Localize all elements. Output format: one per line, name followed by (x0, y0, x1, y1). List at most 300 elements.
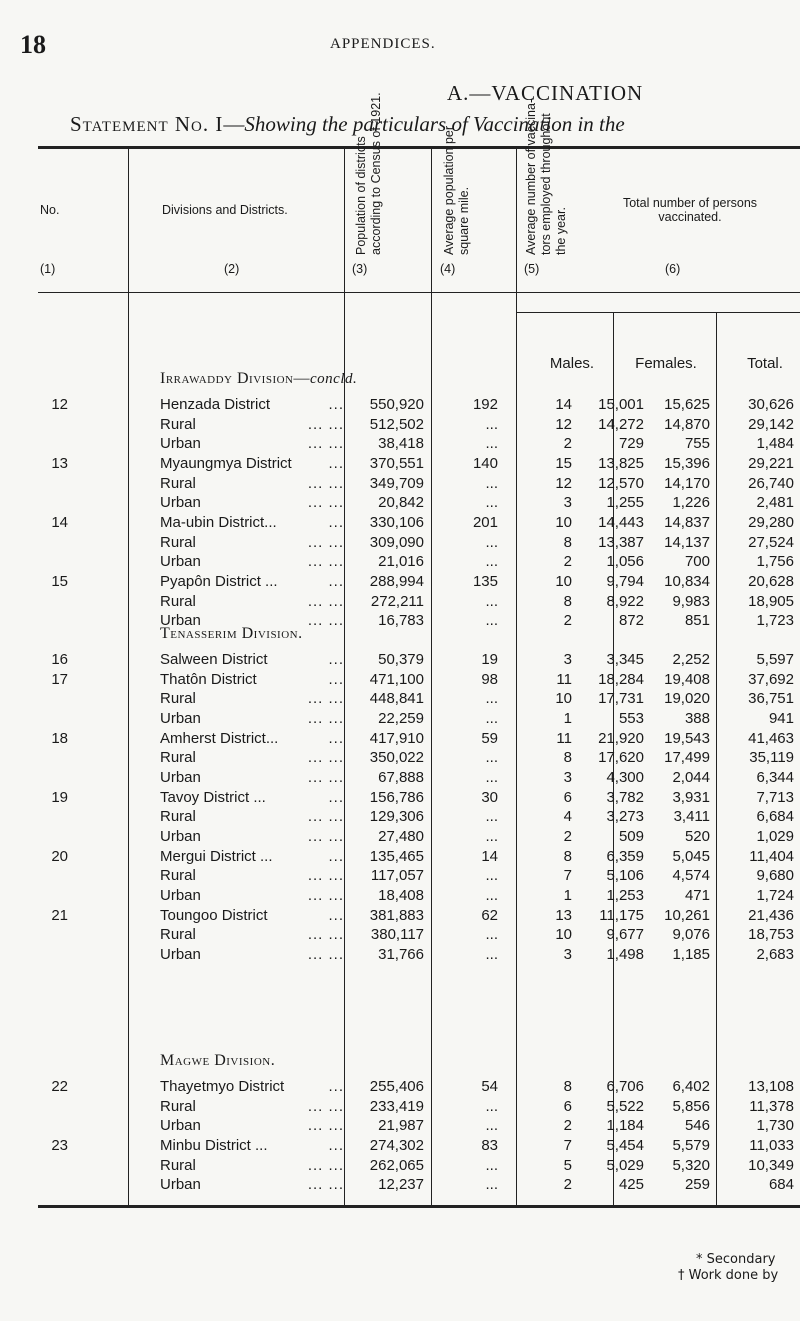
total-value: 7,713 (756, 788, 794, 806)
females-value: 4,574 (672, 867, 710, 885)
leader-dots: ... ... (307, 768, 344, 786)
leader-dots: ... ... (307, 592, 344, 610)
vaccinators-value: 11 (556, 670, 572, 688)
females-value: 388 (684, 710, 710, 727)
population-value: 67,888 (378, 768, 424, 786)
district-name: Rural (160, 926, 196, 944)
females-value: 2,044 (672, 768, 710, 786)
vaccinators-value: 3 (563, 651, 572, 668)
vaccinators-value: 7 (563, 867, 572, 885)
density-value: ... (485, 886, 498, 904)
vaccinators-value: 13 (555, 906, 572, 924)
vaccinators-value: 2 (563, 435, 572, 453)
district-name: Thayetmyo District (160, 1078, 285, 1095)
males-value: 6,359 (606, 847, 644, 865)
density-value: ... (485, 710, 498, 727)
total-value: 20,628 (748, 572, 794, 590)
females-value: 755 (684, 435, 710, 453)
males-value: 729 (618, 435, 644, 453)
males-value: 425 (618, 1176, 644, 1194)
leader-dots: ... (328, 513, 344, 531)
vaccinators-value: 11 (556, 729, 572, 747)
population-value: 550,920 (369, 396, 424, 413)
row-number: 14 (51, 513, 68, 531)
density-value: ... (485, 612, 498, 630)
density-value: ... (485, 690, 498, 708)
density-value: 14 (481, 847, 498, 865)
males-value: 11,175 (599, 906, 644, 924)
population-value: 349,709 (369, 474, 424, 492)
density-value: 59 (481, 729, 498, 747)
population-value: 370,551 (369, 454, 424, 472)
density-value: ... (485, 945, 498, 963)
district-name: Minbu District ... (160, 1137, 268, 1154)
population-value: 350,022 (369, 749, 424, 767)
vaccinators-value: 5 (563, 1156, 572, 1174)
males-value: 12,570 (598, 474, 644, 492)
row-number: 17 (51, 670, 68, 688)
females-value: 14,870 (664, 415, 710, 433)
males-value: 3,782 (606, 788, 644, 806)
table-bottom-rule (38, 1205, 800, 1208)
population-value: 20,842 (378, 494, 424, 512)
population-value: 27,480 (378, 827, 424, 845)
density-value: 54 (481, 1078, 498, 1095)
header-females: Females. (635, 355, 697, 372)
population-value: 471,100 (369, 670, 424, 688)
district-name: Rural (160, 1156, 196, 1174)
females-value: 15,396 (664, 454, 710, 472)
density-value: ... (485, 553, 498, 571)
vaccinators-value: 8 (563, 749, 572, 767)
females-value: 14,137 (664, 533, 710, 551)
leader-dots: ... ... (307, 1117, 344, 1135)
total-value: 29,280 (748, 513, 794, 531)
header-division-number: (2) (224, 262, 240, 276)
population-value: 129,306 (369, 808, 424, 826)
population-value: 274,302 (369, 1137, 424, 1154)
males-value: 17,620 (598, 749, 644, 767)
males-value: 18,284 (598, 670, 644, 688)
density-value: ... (485, 494, 498, 512)
column-divider-4 (516, 148, 517, 1206)
column-divider-1 (128, 148, 129, 1206)
females-value: 9,983 (672, 592, 710, 610)
column-divider-3 (431, 148, 432, 1206)
total-value: 30,626 (748, 396, 794, 413)
density-value: ... (485, 1176, 498, 1194)
population-value: 18,408 (378, 886, 424, 904)
density-value: 19 (481, 651, 498, 668)
district-name: Urban (160, 612, 201, 630)
total-value: 41,463 (748, 729, 794, 747)
district-name: Rural (160, 415, 196, 433)
district-name: Ma-ubin District... (160, 513, 277, 531)
vaccinators-value: 6 (563, 788, 572, 806)
leader-dots: ... (328, 1137, 344, 1154)
males-value: 5,029 (606, 1156, 644, 1174)
leader-dots: ... ... (307, 886, 344, 904)
males-value: 15,001 (598, 396, 644, 413)
vaccinators-value: 2 (563, 612, 572, 630)
males-value: 17,731 (598, 690, 644, 708)
total-value: 5,597 (756, 651, 794, 668)
population-value: 255,406 (369, 1078, 424, 1095)
density-value: ... (485, 827, 498, 845)
females-value: 3,411 (673, 808, 710, 826)
leader-dots: ... (328, 729, 344, 747)
males-value: 13,825 (598, 454, 644, 472)
district-name: Urban (160, 1117, 201, 1135)
density-value: ... (485, 533, 498, 551)
density-value: 83 (481, 1137, 498, 1154)
population-value: 288,994 (369, 572, 424, 590)
females-value: 17,499 (664, 749, 710, 767)
header-total-sub: Total. (747, 355, 783, 372)
table-top-rule (38, 146, 800, 149)
vaccinators-value: 6 (563, 1097, 572, 1115)
males-value: 9,677 (606, 926, 644, 944)
population-value: 12,237 (378, 1176, 424, 1194)
vaccinators-value: 14 (555, 396, 572, 413)
header-population: Population of districts according to Census of 1921. (354, 92, 383, 255)
row-number: 16 (51, 651, 68, 668)
population-value: 330,106 (369, 513, 424, 531)
leader-dots: ... (328, 572, 344, 590)
leader-dots: ... ... (307, 553, 344, 571)
population-value: 417,910 (369, 729, 424, 747)
population-value: 31,766 (378, 945, 424, 963)
total-value: 2,683 (756, 945, 794, 963)
column-divider-2 (344, 148, 345, 1206)
population-value: 21,016 (378, 553, 424, 571)
females-value: 10,834 (664, 572, 710, 590)
total-value: 9,680 (756, 867, 794, 885)
density-value: 62 (481, 906, 498, 924)
females-value: 259 (684, 1176, 710, 1194)
population-value: 381,883 (369, 906, 424, 924)
leader-dots: ... ... (307, 827, 344, 845)
leader-dots: ... ... (307, 1176, 344, 1194)
total-value: 29,142 (748, 415, 794, 433)
females-value: 19,543 (664, 729, 710, 747)
district-name: Rural (160, 690, 196, 708)
district-name: Myaungmya District (160, 454, 292, 472)
total-value: 1,029 (756, 827, 794, 845)
row-number: 18 (51, 729, 68, 747)
vaccinators-value: 3 (563, 494, 572, 512)
total-value: 35,119 (749, 749, 794, 767)
leader-dots: ... ... (307, 808, 344, 826)
males-value: 1,056 (606, 553, 644, 571)
population-value: 117,057 (370, 867, 424, 885)
females-value: 19,020 (664, 690, 710, 708)
density-value: ... (485, 1156, 498, 1174)
vaccinators-value: 2 (563, 1176, 572, 1194)
total-value: 11,378 (749, 1097, 794, 1115)
row-number: 23 (51, 1137, 68, 1154)
males-value: 21,920 (598, 729, 644, 747)
total-value: 1,484 (756, 435, 794, 453)
division-heading-text: Irrawaddy Division— (160, 370, 310, 387)
vaccinators-value: 12 (555, 415, 572, 433)
leader-dots: ... (328, 1078, 344, 1095)
density-value: ... (485, 926, 498, 944)
density-value: ... (485, 768, 498, 786)
district-name: Urban (160, 827, 201, 845)
section-title: A.—VACCINATION (447, 81, 644, 105)
males-value: 5,454 (606, 1137, 644, 1154)
density-value: ... (485, 808, 498, 826)
leader-dots: ... (328, 396, 344, 413)
population-value: 272,211 (370, 592, 424, 610)
females-value: 15,625 (664, 396, 710, 413)
population-value: 156,786 (369, 788, 424, 806)
leader-dots: ... (328, 651, 344, 668)
population-value: 233,419 (369, 1097, 424, 1115)
total-value: 27,524 (748, 533, 794, 551)
density-value: ... (485, 867, 498, 885)
district-name: Rural (160, 592, 196, 610)
males-value: 4,300 (606, 768, 644, 786)
females-value: 851 (684, 612, 710, 630)
vaccinators-value: 2 (563, 1117, 572, 1135)
total-value: 18,753 (748, 926, 794, 944)
district-name: Rural (160, 533, 196, 551)
population-value: 448,841 (369, 690, 424, 708)
density-value: 140 (472, 454, 498, 472)
females-value: 5,579 (672, 1137, 710, 1154)
header-total-number: (6) (665, 262, 681, 276)
males-value: 5,522 (606, 1097, 644, 1115)
females-value: 14,170 (664, 474, 710, 492)
district-name: Amherst District... (160, 729, 279, 747)
header-density: Average population per square mile. (442, 125, 471, 255)
density-value: ... (485, 435, 498, 453)
total-value: 2,481 (756, 494, 794, 512)
leader-dots: ... (328, 788, 344, 806)
density-value: ... (485, 474, 498, 492)
females-value: 1,226 (672, 494, 710, 512)
row-number: 20 (51, 847, 68, 865)
males-value: 1,184 (606, 1117, 644, 1135)
running-head: APPENDICES. (330, 36, 436, 52)
total-value: 26,740 (748, 474, 794, 492)
district-name: Rural (160, 1097, 196, 1115)
population-value: 309,090 (369, 533, 424, 551)
vaccinators-value: 1 (563, 886, 572, 904)
density-value: 135 (472, 572, 498, 590)
total-value: 21,436 (748, 906, 794, 924)
population-value: 262,065 (369, 1156, 424, 1174)
vaccinators-value: 15 (555, 454, 572, 472)
vaccinators-value: 8 (563, 592, 572, 610)
district-name: Rural (160, 808, 196, 826)
leader-dots: ... ... (307, 867, 344, 885)
males-value: 6,706 (606, 1078, 644, 1095)
total-value: 11,404 (749, 847, 794, 865)
leader-dots: ... (328, 670, 344, 688)
district-name: Rural (160, 474, 196, 492)
division-heading-suffix: concld. (310, 371, 358, 387)
row-number: 21 (51, 906, 68, 924)
females-value: 5,320 (672, 1156, 710, 1174)
vaccinators-value: 1 (563, 710, 572, 727)
district-name: Rural (160, 749, 196, 767)
males-value: 5,106 (606, 867, 644, 885)
population-value: 16,783 (378, 612, 424, 630)
males-value: 3,273 (606, 808, 644, 826)
leader-dots: ... ... (307, 435, 344, 453)
females-value: 1,185 (672, 945, 710, 963)
population-value: 50,379 (378, 651, 424, 668)
density-value: ... (485, 592, 498, 610)
row-number: 22 (51, 1078, 68, 1095)
row-number: 13 (51, 454, 68, 472)
district-name: Salween District (160, 651, 268, 668)
leader-dots: ... ... (307, 474, 344, 492)
females-value: 10,261 (664, 906, 710, 924)
males-value: 14,272 (598, 415, 644, 433)
leader-dots: ... (328, 906, 344, 924)
total-value: 1,724 (756, 886, 794, 904)
males-value: 1,255 (606, 494, 644, 512)
district-name: Urban (160, 1176, 201, 1194)
division-heading (160, 625, 303, 643)
header-density-number: (4) (440, 262, 456, 276)
females-value: 5,856 (672, 1097, 710, 1115)
header-total: Total number of persons vaccinated. (622, 196, 758, 224)
males-value: 13,387 (598, 533, 644, 551)
district-name: Urban (160, 945, 201, 963)
males-value: 1,253 (606, 886, 644, 904)
district-name: Toungoo District (160, 906, 268, 924)
population-value: 512,502 (369, 415, 424, 433)
total-value: 29,221 (748, 454, 794, 472)
males-value: 872 (618, 612, 644, 630)
statement-dash: — (223, 112, 245, 136)
division-heading-text: Magwe Division. (160, 1052, 276, 1069)
vaccinators-value: 3 (563, 945, 572, 963)
statement-label: Statement No. I (70, 112, 224, 136)
total-value: 1,756 (756, 553, 794, 571)
leader-dots: ... ... (307, 690, 344, 708)
district-name: Thatôn District (160, 670, 257, 688)
vaccinators-value: 10 (555, 690, 572, 708)
total-value: 13,108 (748, 1078, 794, 1095)
vaccinators-value: 10 (555, 513, 572, 531)
density-value: 98 (481, 670, 498, 688)
total-value: 684 (768, 1176, 794, 1194)
females-value: 6,402 (672, 1078, 710, 1095)
district-name: Pyapôn District ... (160, 572, 278, 590)
leader-dots: ... ... (307, 494, 344, 512)
leader-dots: ... ... (307, 749, 344, 767)
density-value: ... (485, 415, 498, 433)
total-value: 37,692 (748, 670, 794, 688)
females-value: 471 (684, 886, 710, 904)
header-no-number: (1) (40, 262, 56, 276)
header-vaccinators: Average number of vaccina- tors employed throughout the year. (524, 98, 568, 255)
density-value: ... (485, 749, 498, 767)
leader-dots: ... ... (307, 945, 344, 963)
vaccinators-value: 10 (555, 926, 572, 944)
statement-description: Showing the particulars of Vaccination in the (244, 112, 625, 136)
district-name: Mergui District ... (160, 847, 273, 865)
females-value: 3,931 (672, 788, 710, 806)
total-value: 6,684 (756, 808, 794, 826)
header-division: Divisions and Districts. (162, 203, 288, 217)
total-value: 10,349 (748, 1156, 794, 1174)
district-name: Rural (160, 867, 196, 885)
district-name: Henzada District (160, 396, 271, 413)
males-value: 3,345 (606, 651, 644, 668)
footnote-secondary: * Secondary (696, 1252, 776, 1267)
density-value: ... (485, 1097, 498, 1115)
males-value: 553 (618, 710, 644, 727)
leader-dots: ... ... (307, 415, 344, 433)
vaccinators-value: 8 (563, 847, 572, 865)
header-bottom-rule (38, 292, 800, 293)
population-value: 22,259 (378, 710, 424, 727)
vaccinators-value: 4 (563, 808, 572, 826)
vaccinators-value: 8 (563, 533, 572, 551)
males-value: 1,498 (606, 945, 644, 963)
header-population-number: (3) (352, 262, 368, 276)
leader-dots: ... ... (307, 710, 344, 727)
vaccinators-value: 2 (563, 827, 572, 845)
females-value: 546 (684, 1117, 710, 1135)
leader-dots: ... (328, 847, 344, 865)
total-subheader-top-rule (516, 312, 800, 313)
footnote-work: † Work done by (678, 1268, 779, 1283)
total-value: 1,730 (756, 1117, 794, 1135)
density-value: 192 (472, 396, 498, 413)
column-divider-6 (716, 312, 717, 1206)
females-value: 9,076 (672, 926, 710, 944)
total-value: 18,905 (748, 592, 794, 610)
vaccinators-value: 7 (563, 1137, 572, 1154)
total-value: 941 (768, 710, 794, 727)
leader-dots: ... ... (307, 533, 344, 551)
leader-dots: ... ... (307, 1097, 344, 1115)
males-value: 9,794 (606, 572, 644, 590)
population-value: 38,418 (378, 435, 424, 453)
males-value: 509 (618, 827, 644, 845)
females-value: 2,252 (672, 651, 710, 668)
division-heading (160, 370, 357, 388)
vaccinators-value: 3 (563, 768, 572, 786)
header-males: Males. (549, 355, 595, 372)
vaccinators-value: 12 (555, 474, 572, 492)
district-name: Urban (160, 710, 201, 727)
district-name: Urban (160, 886, 201, 904)
population-value: 21,987 (378, 1117, 424, 1135)
total-value: 1,723 (756, 612, 794, 630)
row-number: 15 (51, 572, 68, 590)
row-number: 12 (51, 396, 68, 413)
males-value: 8,922 (606, 592, 644, 610)
vaccinators-value: 2 (563, 553, 572, 571)
leader-dots: ... (328, 454, 344, 472)
leader-dots: ... ... (307, 612, 344, 630)
leader-dots: ... ... (307, 926, 344, 944)
total-value: 11,033 (749, 1137, 794, 1154)
females-value: 700 (684, 553, 710, 571)
vaccinators-value: 10 (555, 572, 572, 590)
males-value: 14,443 (598, 513, 644, 531)
density-value: 30 (481, 788, 498, 806)
